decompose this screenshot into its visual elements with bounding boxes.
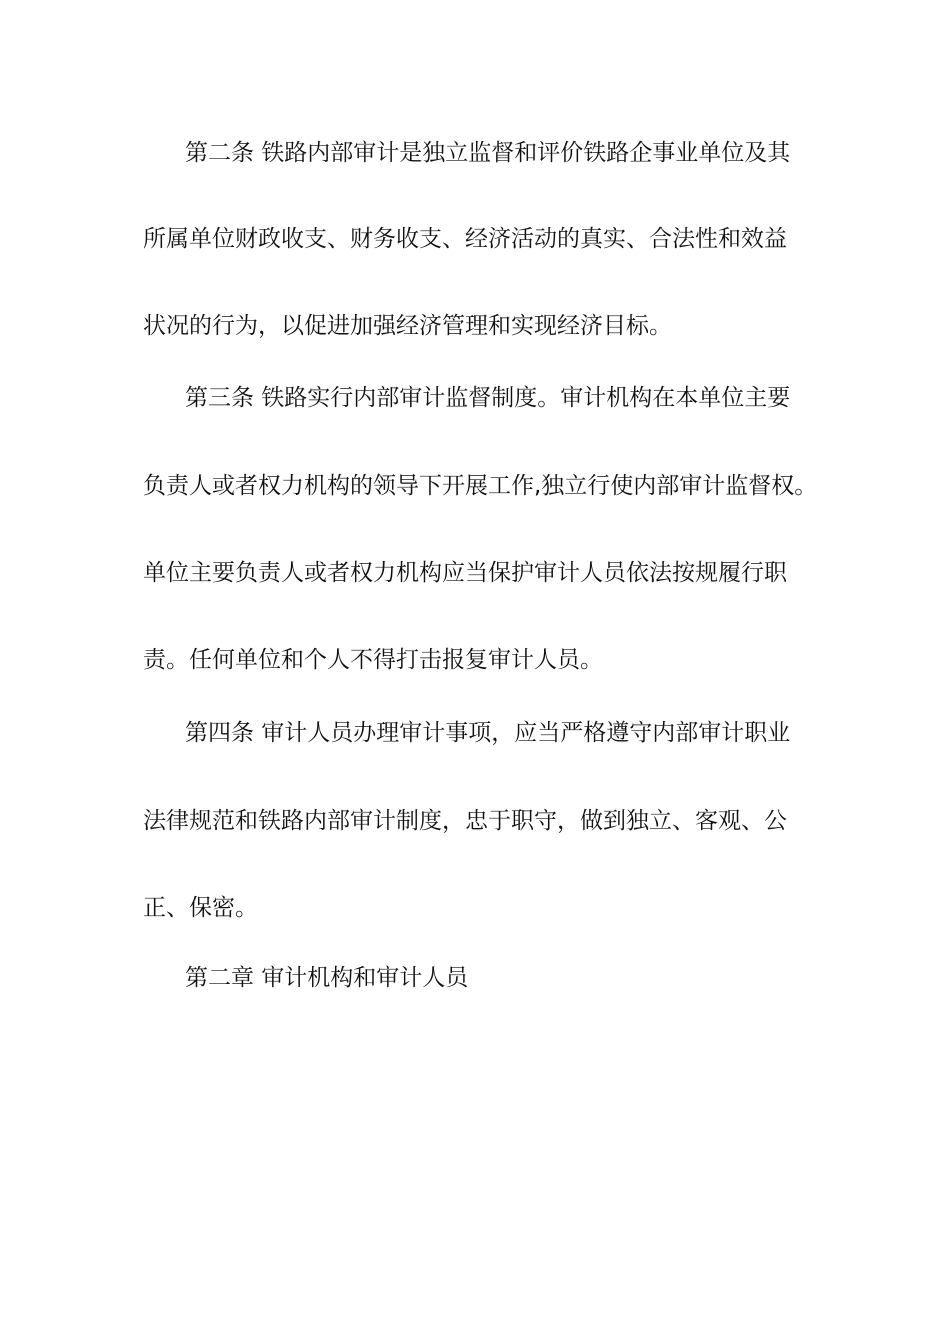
- chapter-2-heading: 第二章 审计机构和审计人员: [185, 965, 469, 991]
- article-3-line-1: 第三条 铁路实行内部审计监督制度。审计机构在本单位主要: [185, 385, 791, 411]
- article-2-line-2: 所属单位财政收支、财务收支、经济活动的真实、合法性和效益: [143, 226, 787, 252]
- article-4-line-3: 正、保密。: [143, 895, 258, 921]
- article-2-line-1: 第二条 铁路内部审计是独立监督和评价铁路企事业单位及其: [185, 140, 791, 166]
- article-3-line-3: 单位主要负责人或者权力机构应当保护审计人员依法按规履行职: [143, 560, 787, 586]
- article-4-line-1: 第四条 审计人员办理审计事项，应当严格遵守内部审计职业: [185, 720, 791, 746]
- article-2-line-3: 状况的行为，以促进加强经济管理和实现经济目标。: [143, 313, 672, 339]
- article-3-line-4: 责。任何单位和个人不得打击报复审计人员。: [143, 647, 603, 673]
- article-4-line-2: 法律规范和铁路内部审计制度，忠于职守，做到独立、客观、公: [143, 808, 787, 834]
- article-3-line-2: 负责人或者权力机构的领导下开展工作,独立行使内部审计监督权。: [143, 473, 818, 499]
